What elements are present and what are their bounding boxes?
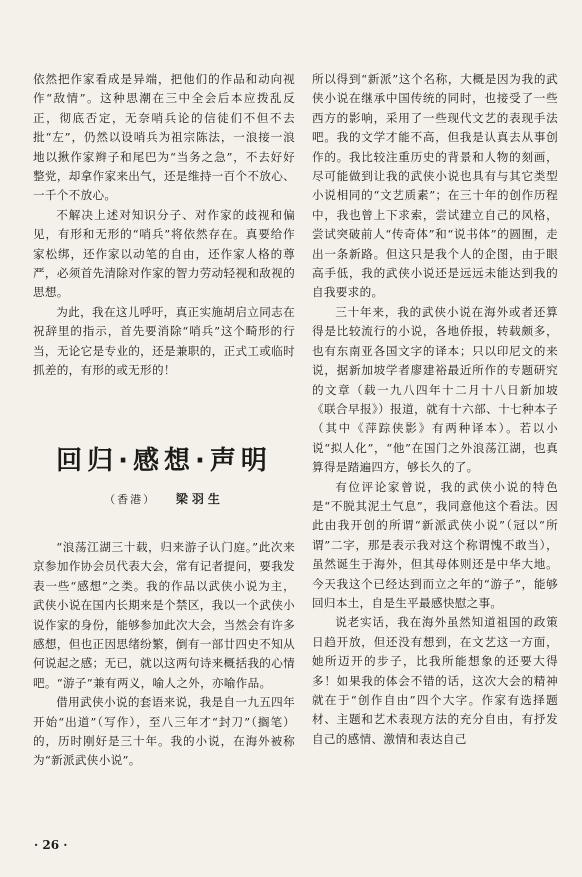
paragraph: 有位评论家曾说，我的武侠小说的特色是“不脱其泥土气息”，我同意他这个看法。因此由我开创的所谓“新派武侠小说”（冠以“所谓”二字，那是表示我对这个称谓愧不敢当），虽然诞生于海外，但其母体则还是中华大地。今天我这个已经达到而立之年的“游子”，能够回归本土，自是生平最感快慰之事。 [312,479,558,610]
paragraph: 说老实话，我在海外虽然知道祖国的政策日趋开放，但还没有想到，在文艺这一方面，她所迈开的步子，比我所能想象的还要大得多！如果我的体会不错的话，这次大会的精神就在于“创作自由”四个大字。作家有选择题材、主题和艺术表现方法的充分自由，有抒发自己的感情、激情和表达自己 [312,615,558,746]
paragraph: 为此，我在这儿呼吁，真正实施胡启立同志在祝辞里的指示，首先要消除“哨兵”这个畸形的行当，无论它是专业的，还是兼职的，正式工或临时抓差的，有形的或无形的！ [33,304,295,378]
paragraph: 依然把作家看成是异端，把他们的作品和动向视作“敌情”。这种思潮在三中全会后本应拨乱反正，彻底否定，无奈哨兵论的信徒们不但不去批“左”，仍然以设哨兵为祖宗陈法，一浪接一浪地以揪作家辫子和尾巴为“当务之急”，不去好好整党，却拿作家来出气，还是维持一百个不放心、一千个不放心。 [33,72,295,203]
page-number: · 26 · [34,838,68,852]
paragraph: “浪荡江湖三十载，归来游子认门庭。”此次来京参加作协会员代表大会，常有记者提问，要我发表一些“感想”之类。我的作品以武侠小说为主，武侠小说在国内长期来是个禁区，我以一个武侠小说作家的身份，能够参加此次大会，当然会有许多感想，但也正因思绪纷繁，倒有一部廿四史不知从何说起之感；无已，就以这两句诗来概括我的心情吧。“游子”兼有两义，喻人之外，亦喻作品。 [33,540,295,690]
paragraph: 所以得到“新派”这个名称，大概是因为我的武侠小说在继承中国传统的同时，也接受了一些西方的影响，采用了一些现代文艺的表现手法吧。我的文学才能不高，但我是认真去从事创作的。我比较注重历史的背景和人物的刻画，尽可能做到让我的武侠小说也具有与其它类型小说相同的“文艺质素”；在三十年的创作历程中，我也曾上下求索，尝试建立自己的风格，尝试突破前人“传奇体”和“说书体”的圆囿，走出一条新路。但这只是我个人的企图，由于眼高手低，我的武侠小说还是远远未能达到我的自我要求的。 [312,72,558,300]
paragraph: 三十年来，我的武侠小说在海外或者还算得是比较流行的小说，各地侨报，转载颇多，也有东南亚各国文字的译本；只以印尼文的来说，据新加坡学者廖建裕最近所作的专题研究的文章（载一九八四年十二月十八日新加坡《联合早报》）报道，就有十六部、十七种本子（其中《萍踪侠影》有两种译本）。若以小说“拟人化”，“他”在国门之外浪荡江湖，也真算得是踏遍四方，够长久的了。 [312,304,558,475]
byline [33,490,295,507]
paragraph: 借用武侠小说的套语来说，我是自一九五四年开始“出道”（写作），至八三年才“封刀”（搁笔）的，历时刚好是三十年。我的小说，在海外被称为“新派武侠小说”。 [33,695,295,768]
right-column [312,70,558,749]
paragraph: 不解决上述对知识分子、对作家的歧视和偏见，有形和无形的“哨兵”将依然存在。真要给作家松绑，还作家以动笔的自由，还作家人格的尊严，必须首先清除对作家的智力劳动轻视和敌视的思想。 [33,207,295,300]
article-title: 回归·感想·声明 [56,446,272,476]
author-region: （香港） [104,493,157,506]
author-name: 梁羽生 [175,492,224,506]
left-column-lower [33,538,295,771]
left-column-top [33,70,295,381]
